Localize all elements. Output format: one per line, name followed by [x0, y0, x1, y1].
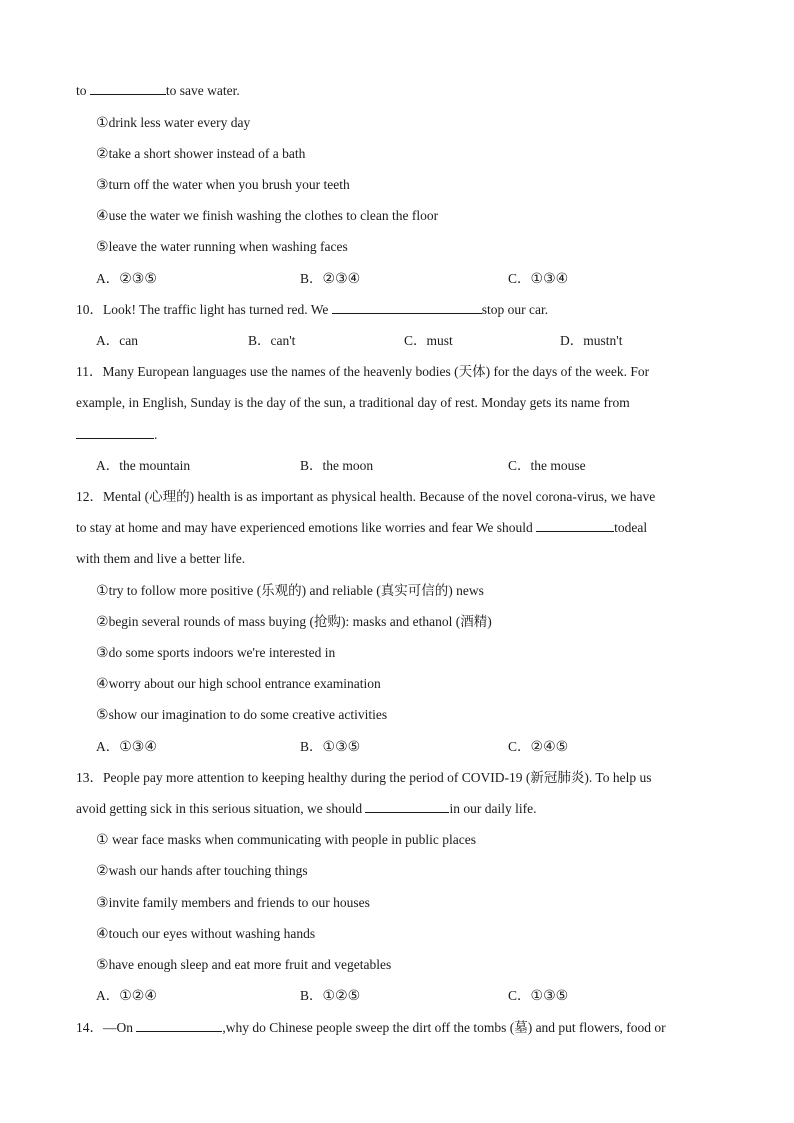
q10-choice-a[interactable]: A．can — [96, 333, 138, 348]
q9-item-3: ③turn off the water when you brush your teeth — [96, 177, 350, 193]
q13-item-2: ②wash our hands after touching things — [96, 863, 308, 879]
q9-choice-c[interactable]: C．①③④ — [508, 271, 569, 287]
q13-choice-c[interactable]: C．①③⑤ — [508, 988, 569, 1004]
answer-blank — [365, 800, 449, 813]
answer-blank — [76, 426, 154, 439]
q12-stem-line2: to stay at home and may have experienced emotions like worries and fear We should todeal — [76, 520, 648, 535]
question-number: 12． — [76, 489, 103, 504]
q11-stem-line1: 11．Many European languages use the names of the heavenly bodies (天体) for the days of the week. For — [76, 364, 650, 379]
q12-stem-line1: 12．Mental (心理的) health is as important as physical health. Because of the novel corona-virus, we have — [76, 489, 656, 504]
answer-blank — [90, 82, 166, 95]
q9-stem: to to save water. — [76, 83, 240, 98]
q12-item-5: ⑤show our imagination to do some creative activities — [96, 707, 388, 723]
q9-item-4: ④use the water we finish washing the clothes to clean the floor — [96, 208, 439, 224]
q11-stem-line3: . — [76, 426, 157, 444]
q10-choice-d[interactable]: D．mustn't — [560, 333, 623, 348]
question-number: 13． — [76, 770, 103, 785]
q11-choice-a[interactable]: A．the mountain — [96, 458, 191, 473]
q9-choice-a[interactable]: A．②③⑤ — [96, 271, 157, 287]
question-number: 10． — [76, 302, 103, 317]
q11-choice-b[interactable]: B．the moon — [300, 458, 374, 473]
q9-choice-b[interactable]: B．②③④ — [300, 271, 361, 287]
q13-stem-line2: avoid getting sick in this serious situation, we should in our daily life. — [76, 801, 537, 816]
q12-choice-a[interactable]: A．①③④ — [96, 739, 157, 755]
q10-choice-b[interactable]: B．can't — [248, 333, 296, 348]
q11-choice-c[interactable]: C．the mouse — [508, 458, 586, 473]
q12-item-4: ④worry about our high school entrance examination — [96, 676, 381, 692]
answer-blank — [536, 519, 614, 532]
q9-item-2: ②take a short shower instead of a bath — [96, 146, 306, 162]
q13-stem-line1: 13．People pay more attention to keeping healthy during the period of COVID-19 (新冠肺炎). To help us — [76, 770, 652, 785]
q12-choice-b[interactable]: B．①③⑤ — [300, 739, 361, 755]
q12-choice-c[interactable]: C．②④⑤ — [508, 739, 569, 755]
q14-stem: 14．—On ,why do Chinese people sweep the dirt off the tombs (墓) and put flowers, food or — [76, 1020, 666, 1035]
q9-item-5: ⑤leave the water running when washing faces — [96, 239, 348, 255]
q13-item-4: ④touch our eyes without washing hands — [96, 926, 316, 942]
q13-item-5: ⑤have enough sleep and eat more fruit and vegetables — [96, 957, 392, 973]
q13-item-3: ③invite family members and friends to our houses — [96, 895, 370, 911]
answer-blank — [136, 1019, 222, 1032]
q12-item-3: ③do some sports indoors we're interested in — [96, 645, 336, 661]
q9-item-1: ①drink less water every day — [96, 115, 251, 131]
q13-item-1: ① wear face masks when communicating with people in public places — [96, 832, 476, 848]
q12-stem-line3: with them and live a better life. — [76, 551, 246, 566]
q12-item-2: ②begin several rounds of mass buying (抢购): masks and ethanol (酒精) — [96, 614, 492, 630]
q10-choice-c[interactable]: C．must — [404, 333, 453, 348]
question-number: 11． — [76, 364, 103, 379]
q13-choice-b[interactable]: B．①②⑤ — [300, 988, 361, 1004]
q13-choice-a[interactable]: A．①②④ — [96, 988, 157, 1004]
answer-blank — [332, 301, 482, 314]
q12-item-1: ①try to follow more positive (乐观的) and reliable (真实可信的) news — [96, 583, 484, 599]
q10-stem: 10．Look! The traffic light has turned red. We stop our car. — [76, 302, 549, 317]
q11-stem-line2: example, in English, Sunday is the day of the sun, a traditional day of rest. Monday gets its name from — [76, 395, 630, 410]
question-number: 14． — [76, 1020, 103, 1035]
